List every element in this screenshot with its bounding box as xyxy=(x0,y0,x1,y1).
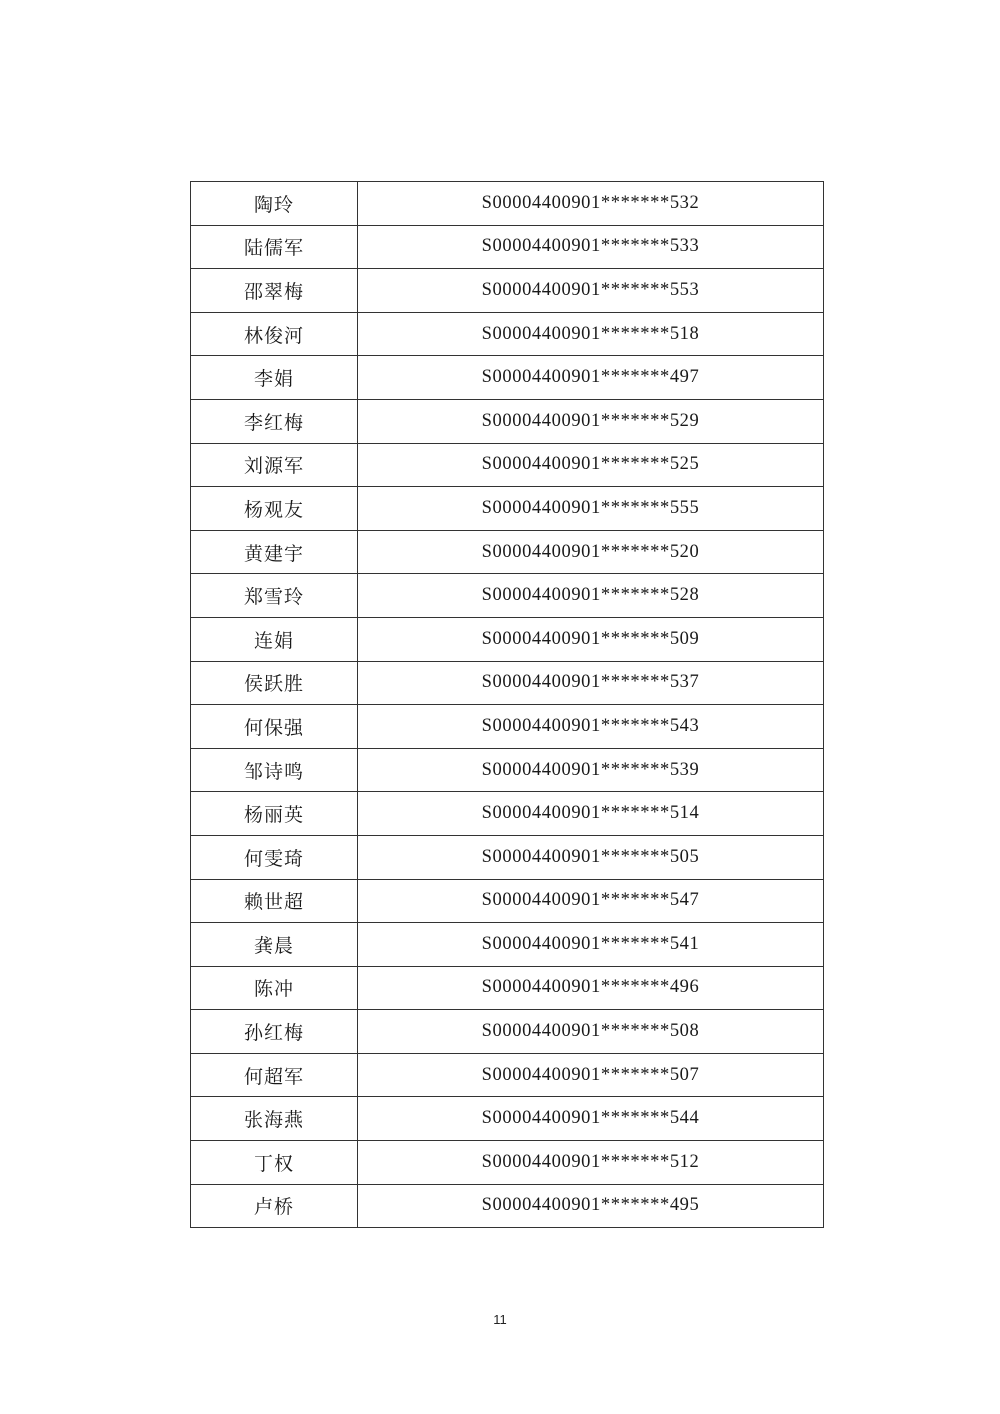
person-name: 孙红梅 xyxy=(191,1010,358,1054)
page-number: 11 xyxy=(493,1312,507,1327)
person-name: 何雯琦 xyxy=(191,835,358,879)
table-row xyxy=(191,443,824,487)
certificate-number: S00004400901*******505 xyxy=(358,835,824,879)
person-name: 张海燕 xyxy=(191,1097,358,1141)
certificate-number: S00004400901*******544 xyxy=(358,1097,824,1141)
table-row xyxy=(191,1141,824,1185)
person-name: 李娟 xyxy=(191,356,358,400)
certificate-number: S00004400901*******508 xyxy=(358,1010,824,1054)
certificate-number: S00004400901*******543 xyxy=(358,705,824,749)
table-row xyxy=(191,312,824,356)
table-row xyxy=(191,399,824,443)
table-row xyxy=(191,225,824,269)
certificate-number: S00004400901*******525 xyxy=(358,443,824,487)
table-row xyxy=(191,356,824,400)
person-name: 林俊河 xyxy=(191,312,358,356)
person-name: 刘源军 xyxy=(191,443,358,487)
person-name: 卢桥 xyxy=(191,1184,358,1228)
person-name: 陆儒军 xyxy=(191,225,358,269)
table-row xyxy=(191,182,824,226)
person-name: 连娟 xyxy=(191,617,358,661)
certificate-number: S00004400901*******518 xyxy=(358,312,824,356)
person-name: 郑雪玲 xyxy=(191,574,358,618)
table-row xyxy=(191,574,824,618)
table-row xyxy=(191,269,824,313)
table-row xyxy=(191,966,824,1010)
person-name: 陈冲 xyxy=(191,966,358,1010)
roster-table-body xyxy=(191,182,824,1228)
person-name: 杨丽英 xyxy=(191,792,358,836)
table-row xyxy=(191,835,824,879)
roster-table xyxy=(190,181,824,1228)
certificate-number: S00004400901*******497 xyxy=(358,356,824,400)
certificate-number: S00004400901*******507 xyxy=(358,1053,824,1097)
certificate-number: S00004400901*******539 xyxy=(358,748,824,792)
certificate-number: S00004400901*******509 xyxy=(358,617,824,661)
table-row xyxy=(191,617,824,661)
person-name: 何超军 xyxy=(191,1053,358,1097)
certificate-number: S00004400901*******495 xyxy=(358,1184,824,1228)
certificate-number: S00004400901*******537 xyxy=(358,661,824,705)
table-row xyxy=(191,1184,824,1228)
person-name: 何保强 xyxy=(191,705,358,749)
table-row xyxy=(191,879,824,923)
person-name: 侯跃胜 xyxy=(191,661,358,705)
certificate-number: S00004400901*******529 xyxy=(358,399,824,443)
certificate-number: S00004400901*******532 xyxy=(358,182,824,226)
certificate-number: S00004400901*******520 xyxy=(358,530,824,574)
certificate-number: S00004400901*******512 xyxy=(358,1141,824,1185)
table-row xyxy=(191,1053,824,1097)
person-name: 赖世超 xyxy=(191,879,358,923)
certificate-number: S00004400901*******547 xyxy=(358,879,824,923)
person-name: 杨观友 xyxy=(191,487,358,531)
certificate-number: S00004400901*******553 xyxy=(358,269,824,313)
table-row xyxy=(191,661,824,705)
certificate-number: S00004400901*******555 xyxy=(358,487,824,531)
table-row xyxy=(191,1097,824,1141)
certificate-number: S00004400901*******528 xyxy=(358,574,824,618)
table-row xyxy=(191,923,824,967)
person-name: 陶玲 xyxy=(191,182,358,226)
person-name: 龚晨 xyxy=(191,923,358,967)
certificate-number: S00004400901*******514 xyxy=(358,792,824,836)
certificate-number: S00004400901*******541 xyxy=(358,923,824,967)
table-row xyxy=(191,705,824,749)
person-name: 黄建宇 xyxy=(191,530,358,574)
person-name: 邵翠梅 xyxy=(191,269,358,313)
certificate-number: S00004400901*******533 xyxy=(358,225,824,269)
table-row xyxy=(191,530,824,574)
table-row xyxy=(191,487,824,531)
person-name: 丁权 xyxy=(191,1141,358,1185)
certificate-number: S00004400901*******496 xyxy=(358,966,824,1010)
table-row xyxy=(191,1010,824,1054)
person-name: 邹诗鸣 xyxy=(191,748,358,792)
table-row xyxy=(191,792,824,836)
person-name: 李红梅 xyxy=(191,399,358,443)
table-row xyxy=(191,748,824,792)
